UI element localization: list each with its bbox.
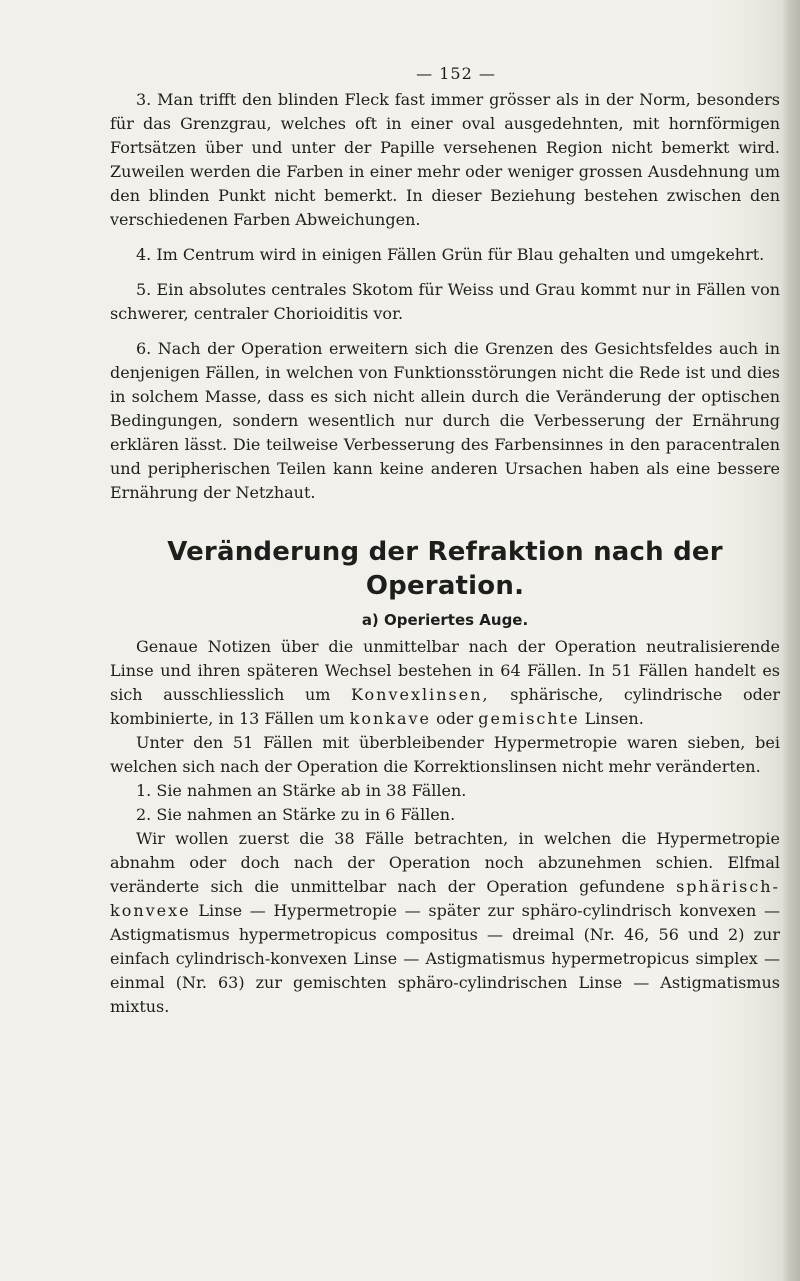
paragraph-6: 6. Nach der Operation erweitern sich die Grenzen des Gesichtsfeldes auch in denjenigen Fällen, in welchen von Funktionsstörungen nicht die Rede ist und dies in solchem Masse, dass es sich nicht allein durch die Veränderung der optischen Bedingungen, sondern wesentlich nur durch die Verbesserung der Ernährung erklären lässt. Die teilweise Verbesserung des Farbensinnes in den paracentralen und peripherischen Teilen kann keine anderen Ursachen haben als eine bessere Ernährung der Netzhaut. [110,339,780,502]
emphasis-konvexlinsen: Konvexlinsen, [351,685,490,704]
paragraph-4: 4. Im Centrum wird in einigen Fällen Grün für Blau gehalten und umgekehrt. [136,245,765,264]
page-content [110,62,780,1019]
subsection-title: a) Operiertes Auge. [361,611,529,629]
paragraph-38-end: Linse — Hypermetropie — später zur sphäro-cylindrisch konvexen — Astigmatismus hypermetropicus compositus — dreimal (Nr. 46, 56 und 2) zur einfach cylindrisch-konvexen Linse — Astigmatismus hypermetropicus simplex — einmal (Nr. 63) zur gemischten sphäro-cylindrischen Linse — Astigmatismus mixtus. [110,901,781,1016]
page-edge-shadow [782,0,800,1281]
list-item: 2. Sie nahmen an Stärke zu in 6 Fällen. [136,805,456,824]
paragraph-notes-text: Genaue Notizen über die unmittelbar nach der Operation neutralisierende Linse und ihren späteren Wechsel bestehen in 64 Fällen. In 51 Fällen handelt es sich ausschliesslich um [110,637,780,704]
paragraph-notes [110,635,780,731]
paragraph-hypermetropie: Unter den 51 Fällen mit überbleibender Hypermetropie waren sieben, bei welchen sich nach der Operation die Korrektionslinsen nicht mehr veränderten. [110,733,780,776]
section-title: Veränderung der Refraktion nach der Operation. [167,537,723,601]
list-item: 1. Sie nahmen an Stärke ab in 38 Fällen. [136,781,467,800]
page-number: — 152 — [416,64,496,83]
paragraph-38-text: Wir wollen zuerst die 38 Fälle betrachten, in welchen die Hypermetropie abnahm oder doch nach der Operation noch abzunehmen schien. Elfmal veränderte sich die unmittelbar nach der Operation gefundene [110,829,780,896]
paragraph-notes-end: Linsen. [584,709,644,728]
emphasis-gemischte: gemischte [478,709,580,728]
paragraph-5: 5. Ein absolutes centrales Skotom für Weiss und Grau kommt nur in Fällen von schwerer, centraler Chorioiditis vor. [110,280,780,323]
paragraph-38-faelle [110,827,780,1019]
emphasis-sphaerisch-konvexe: sphärisch-konvexe [110,877,781,920]
paragraph-notes-mid2: oder [436,709,474,728]
paragraph-notes-mid: sphärische, cylindrische oder kombinierte, in 13 Fällen um [110,685,780,728]
emphasis-konkave: konkave [349,709,432,728]
paragraph-3: 3. Man trifft den blinden Fleck fast immer grösser als in der Norm, besonders für das Grenzgrau, welches oft in einer oval ausgedehnten, mit hornförmigen Fortsätzen über und unter der Papille versehenen Region nicht bemerkt wird. Zuweilen werden die Farben in einer mehr oder weniger grossen Ausdehnung um den blinden Punkt nicht bemerkt. In dieser Beziehung bestehen zwischen den verschiedenen Farben Abweichungen. [110,90,780,229]
